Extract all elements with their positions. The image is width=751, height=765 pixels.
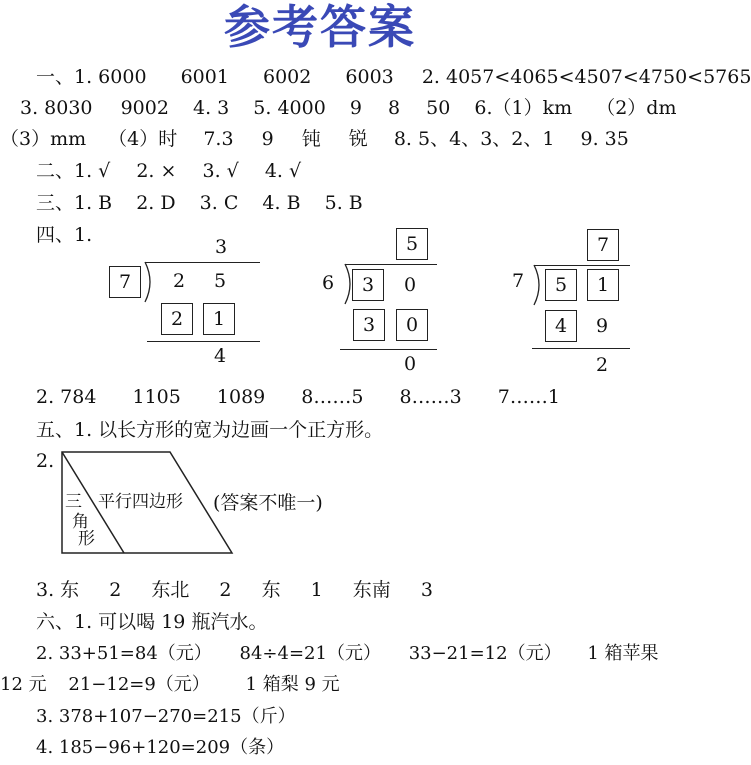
answer-text: 东南 <box>352 579 391 601</box>
answer-text: 4. B <box>262 192 301 214</box>
answer-text: 钝 <box>301 128 321 150</box>
section-6-q3-line: 3. 378+107−270=215（斤） <box>36 706 296 727</box>
answer-text: 1089 <box>216 386 266 408</box>
answer-text: 6.（1）km <box>474 97 573 119</box>
answer-text: 8. 5、4、3、2、1 <box>393 128 555 150</box>
dividend-digit: 2 <box>173 270 186 292</box>
answer-text: 8……5 <box>301 386 364 408</box>
section-1-label: 一、 <box>36 66 75 88</box>
quotient-digit: 3 <box>215 236 228 258</box>
remainder-digit: 0 <box>404 353 417 375</box>
parallelogram-label: 平行四边形 <box>98 492 183 512</box>
section-6-q4-line: 4. 185−96+120=209（条） <box>36 737 285 758</box>
answer-text: 3 <box>420 579 433 601</box>
section-6-label: 六、 <box>36 611 75 633</box>
section-6-q2-line-1 <box>36 645 659 663</box>
page-title: 参考答案 <box>224 0 416 54</box>
remainder-digit: 4 <box>214 345 227 367</box>
answer-text: 1. 可以喝 19 瓶汽水。 <box>74 611 268 633</box>
answer-text: 9. 35 <box>580 128 629 150</box>
answer-text: 2. D <box>136 192 176 214</box>
section-5-q2-label: 2. <box>36 450 55 472</box>
answer-text: 9 <box>349 97 362 119</box>
answer-text: 1. <box>74 224 93 246</box>
answer-text: 3. 东 <box>36 579 80 601</box>
section-4-label: 四、 <box>36 224 75 246</box>
answer-text: 7……1 <box>497 386 560 408</box>
answer-text: （3）mm <box>0 128 87 150</box>
triangle-label-char: 角 <box>72 512 89 532</box>
answer-text: 2 <box>219 579 232 601</box>
quotient-box: 5 <box>396 228 428 260</box>
answer-text: 50 <box>426 97 451 119</box>
answer-text: 8 <box>388 97 401 119</box>
answer-text: 21−12=9（元） <box>68 674 210 695</box>
answer-text: 7.3 <box>203 128 234 150</box>
answer-text: 东北 <box>151 579 190 601</box>
answer-text: 2 <box>109 579 122 601</box>
product-box: 1 <box>203 303 235 335</box>
answer-text: 6001 <box>180 66 229 88</box>
answer-text: 5. 4000 <box>253 97 326 119</box>
answer-text: 4. √ <box>264 160 302 182</box>
answer-text: 9002 <box>120 97 169 119</box>
dividend-box: 1 <box>587 269 619 301</box>
answer-text: 1. 以长方形的宽为边画一个正方形。 <box>74 419 384 441</box>
product-box: 4 <box>545 310 577 342</box>
section-2-label: 二、 <box>36 160 75 182</box>
answer-text: 锐 <box>348 128 368 150</box>
triangle-label-char: 形 <box>78 529 95 549</box>
product-box: 3 <box>353 309 385 341</box>
section-3-label: 三、 <box>36 192 75 214</box>
answer-text: 东 <box>261 579 281 601</box>
answer-text: 5. B <box>324 192 363 214</box>
section-6-q1-line <box>36 613 267 632</box>
answer-text: 33−21=12（元） <box>408 643 562 664</box>
answer-text: 3. C <box>199 192 239 214</box>
divisor-digit: 6 <box>322 272 335 294</box>
product-box: 0 <box>396 309 428 341</box>
product-digit: 9 <box>596 315 609 337</box>
answer-note: (答案不唯一) <box>213 492 323 514</box>
product-box: 2 <box>161 303 193 335</box>
answer-text: 1 <box>310 579 323 601</box>
answer-text: 2. 784 <box>36 386 97 408</box>
answer-text: 8……3 <box>399 386 462 408</box>
answer-text: 4. 3 <box>192 97 230 119</box>
answer-text: （2）dm <box>596 97 677 119</box>
answer-text: 1 箱苹果 <box>587 643 659 664</box>
answer-text: 1. 6000 <box>74 66 147 88</box>
section-5-q3-line <box>36 581 433 600</box>
answer-text: 1. B <box>74 192 113 214</box>
divisor-box: 7 <box>109 266 141 298</box>
answer-text: 6003 <box>345 66 394 88</box>
answer-text: 3. √ <box>202 160 239 182</box>
answer-text: 2. × <box>136 160 177 182</box>
answer-text: 3. 8030 <box>20 97 93 119</box>
answer-text: （4）时 <box>108 128 178 150</box>
divisor-digit: 7 <box>512 270 525 292</box>
dividend-box: 5 <box>545 269 577 301</box>
answer-text: 2. 4057<4065<4507<4750<5765 <box>421 66 751 88</box>
answer-text: 1105 <box>132 386 181 408</box>
answer-text: 84÷4=21（元） <box>239 643 381 664</box>
dividend-digit: 5 <box>214 270 227 292</box>
dividend-box: 3 <box>352 269 384 301</box>
answer-text: 9 <box>261 128 274 150</box>
answer-text: 1. √ <box>74 160 111 182</box>
section-5-label: 五、 <box>36 419 75 441</box>
remainder-digit: 2 <box>596 354 609 376</box>
dividend-digit: 0 <box>404 274 417 296</box>
answer-text: 12 元 <box>0 674 47 695</box>
answer-text: 2. 33+51=84（元） <box>36 643 212 664</box>
triangle-label-char: 三 <box>65 492 82 512</box>
section-6-q2-line-2 <box>0 676 340 694</box>
answer-text: 6002 <box>263 66 312 88</box>
quotient-box: 7 <box>587 229 619 261</box>
answer-text: 1 箱梨 9 元 <box>245 674 340 695</box>
